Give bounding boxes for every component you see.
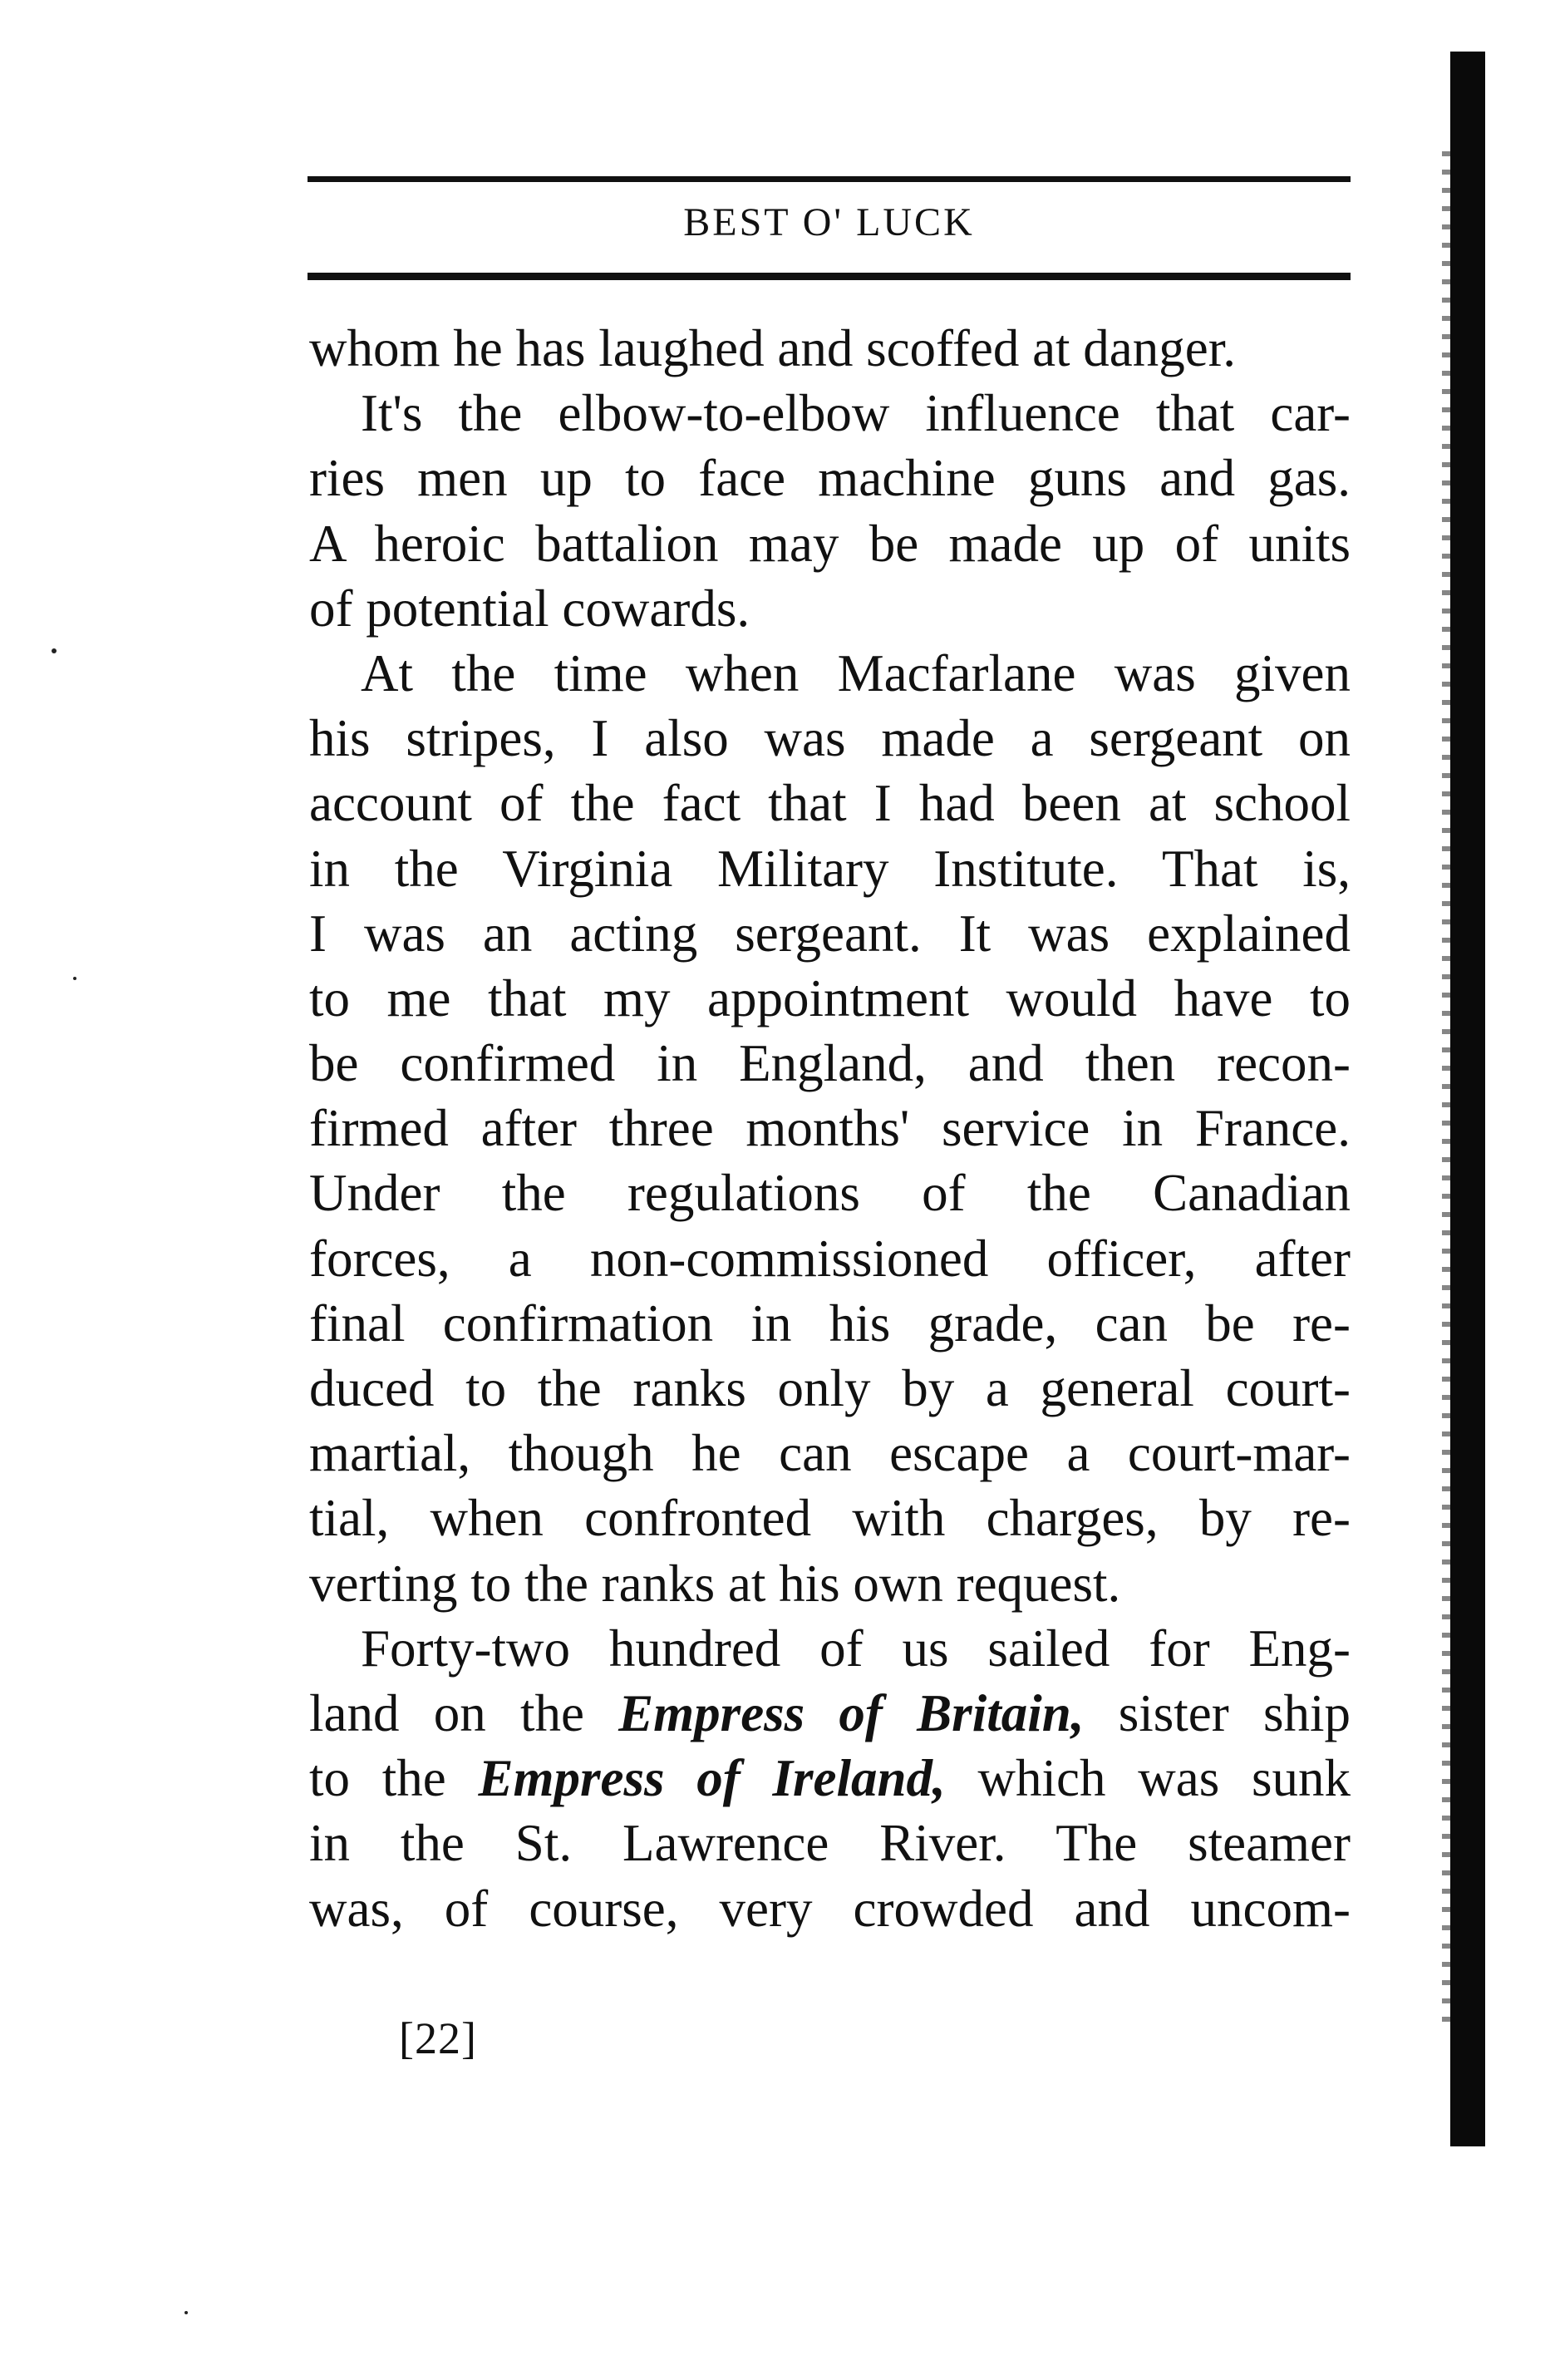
text-line: in the St. Lawrence River. The steamer [309, 1814, 1351, 1873]
text-line: to me that my appointment would have to [309, 968, 1351, 1027]
body-text [309, 316, 1351, 1941]
text-line: in the Virginia Military Institute. That is, [309, 839, 1351, 898]
text-line: Forty-two hundred of us sailed for Eng- [361, 1619, 1351, 1678]
text-line: verting to the ranks at his own request. [309, 1554, 1121, 1613]
text-line: land on the Empress of Britain, sister ship [309, 1683, 1351, 1742]
text-line: At the time when Macfarlane was given [361, 643, 1351, 702]
page-number: [22] [399, 2013, 477, 2063]
text-line: tial, when confronted with charges, by re- [309, 1489, 1351, 1548]
text-line: final confirmation in his grade, can be re- [309, 1293, 1351, 1353]
text-line: account of the fact that I had been at school [309, 774, 1351, 833]
binding-edge [1450, 52, 1485, 2146]
text-line: was, of course, very crowded and uncom- [309, 1879, 1351, 1938]
text-line: to the Empress of Ireland, which was sunk [309, 1749, 1351, 1808]
text-line: his stripes, I also was made a sergeant on [309, 709, 1351, 768]
text-line: forces, a non-commissioned officer, after [309, 1229, 1351, 1288]
text-line: It's the elbow-to-elbow influence that car- [361, 384, 1351, 443]
text-line: duced to the ranks only by a general court- [309, 1359, 1351, 1417]
text-line: ries men up to face machine guns and gas. [309, 449, 1351, 508]
text-line: martial, though he can escape a court-mar- [309, 1424, 1351, 1483]
speck [52, 648, 57, 653]
ship-name: Empress of Ireland, [478, 1749, 946, 1808]
text-line: Under the regulations of the Canadian [309, 1164, 1351, 1223]
text-line: of potential cowards. [309, 579, 750, 638]
header-rule-top [308, 176, 1351, 182]
speck [185, 2311, 188, 2314]
running-head: BEST O' LUCK [683, 200, 975, 244]
speck [73, 977, 76, 980]
text-line: firmed after three months' service in France. [309, 1099, 1351, 1158]
header-rule-bottom [308, 273, 1351, 280]
text-line: I was an acting sergeant. It was explained [309, 904, 1351, 963]
text-line: be confirmed in England, and then recon- [309, 1034, 1351, 1093]
text-line: whom he has laughed and scoffed at danger. [309, 319, 1236, 377]
ship-name: Empress of Britain, [618, 1683, 1085, 1742]
text-line: A heroic battalion may be made up of units [309, 514, 1351, 573]
